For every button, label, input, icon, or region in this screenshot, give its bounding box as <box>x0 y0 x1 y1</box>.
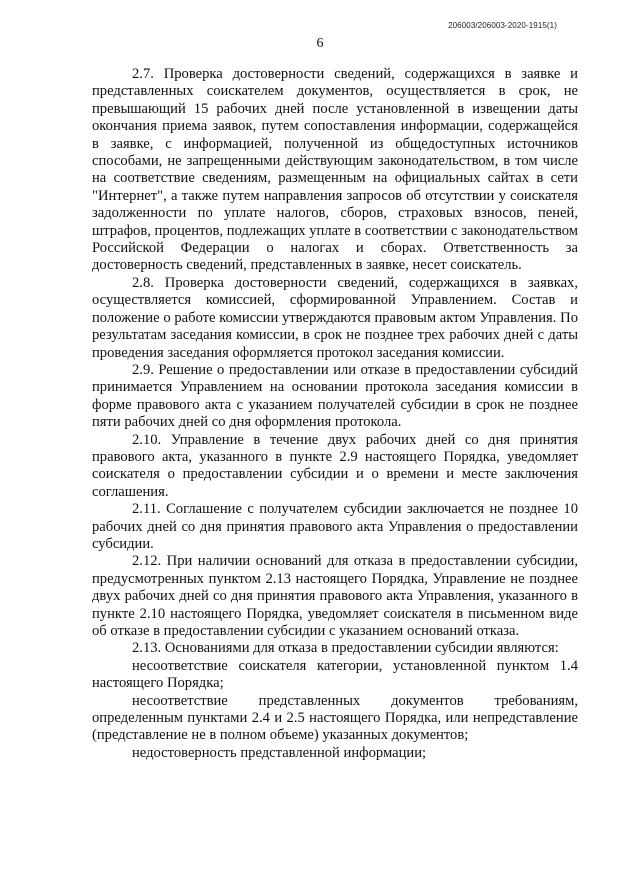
paragraph-2-7: 2.7. Проверка достоверности сведений, содержащихся в заявке и представленных соискателем документов, осуществляется в срок, не превышающий 15 рабочих дней после установленной в извещении даты окончания приема заявок, путем сопоставления информации, содержащейся в заявке, с информацией, полученной из общедоступных источников способами, не запрещенными действующим законодательством, в том числе на соответствие сведениям, размещенным на официальных сайтах в сети "Интернет", а также путем направления запросов об отсутствии у соискателя задолженности по уплате налогов, сборов, страховых взносов, пеней, штрафов, процентов, подлежащих уплате в соответствии с законодательством Российской Федерации о налогах и сборах. Ответственность за достоверность сведений, представленных в заявке, несет соискатель. <box>92 66 578 274</box>
paragraph-2-12: 2.12. При наличии оснований для отказа в предоставлении субсидии, предусмотренных пунктом 2.13 настоящего Порядка, Управление не позднее двух рабочих дней со дня принятия правового акта Управления, указанного в пункте 2.10 настоящего Порядка, уведомляет соискателя в письменном виде об отказе в предоставлении субсидии с указанием оснований отказа. <box>92 553 578 639</box>
paragraph-2-10: 2.10. Управление в течение двух рабочих дней со дня принятия правового акта, указанного в пункте 2.9 настоящего Порядка, уведомляет соискателя о предоставлении субсидии и о времени и месте заключения соглашения. <box>92 431 578 500</box>
paragraph-2-11: 2.11. Соглашение с получателем субсидии заключается не позднее 10 рабочих дней со дня принятия правового акта Управления о предоставлении субсидии. <box>92 501 578 552</box>
list-item-documents-mismatch: несоответствие представленных документов требованиям, определенным пунктами 2.4 и 2.5 настоящего Порядка, или непредставление (представление не в полном объеме) указанных документов; <box>92 692 578 744</box>
page-number: 6 <box>316 36 324 51</box>
document-body <box>92 66 578 762</box>
paragraph-2-9: 2.9. Решение о предоставлении или отказе в предоставлении субсидий принимается Управлением на основании протокола заседания комиссии в форме правового акта с указанием получателей субсидии в срок не позднее пяти рабочих дней со дня оформления протокола. <box>92 361 578 431</box>
paragraph-2-8: 2.8. Проверка достоверности сведений, содержащихся в заявках, осуществляется комиссией, сформированной Управлением. Состав и положение о работе комиссии утверждаются правовым актом Управления. По результатам заседания комиссии, в срок не позднее трех рабочих дней с даты проведения заседания оформляется протокол заседания комиссии. <box>92 274 578 361</box>
list-item-inaccurate-info: недостоверность представленной информации; <box>132 744 427 761</box>
list-item-category-mismatch: несоответствие соискателя категории, установленной пунктом 1.4 настоящего Порядка; <box>92 657 578 692</box>
document-id: 206003/206003-2020-1915(1) <box>448 21 557 30</box>
paragraph-2-13: 2.13. Основаниями для отказа в предоставлении субсидии являются: <box>132 640 559 657</box>
